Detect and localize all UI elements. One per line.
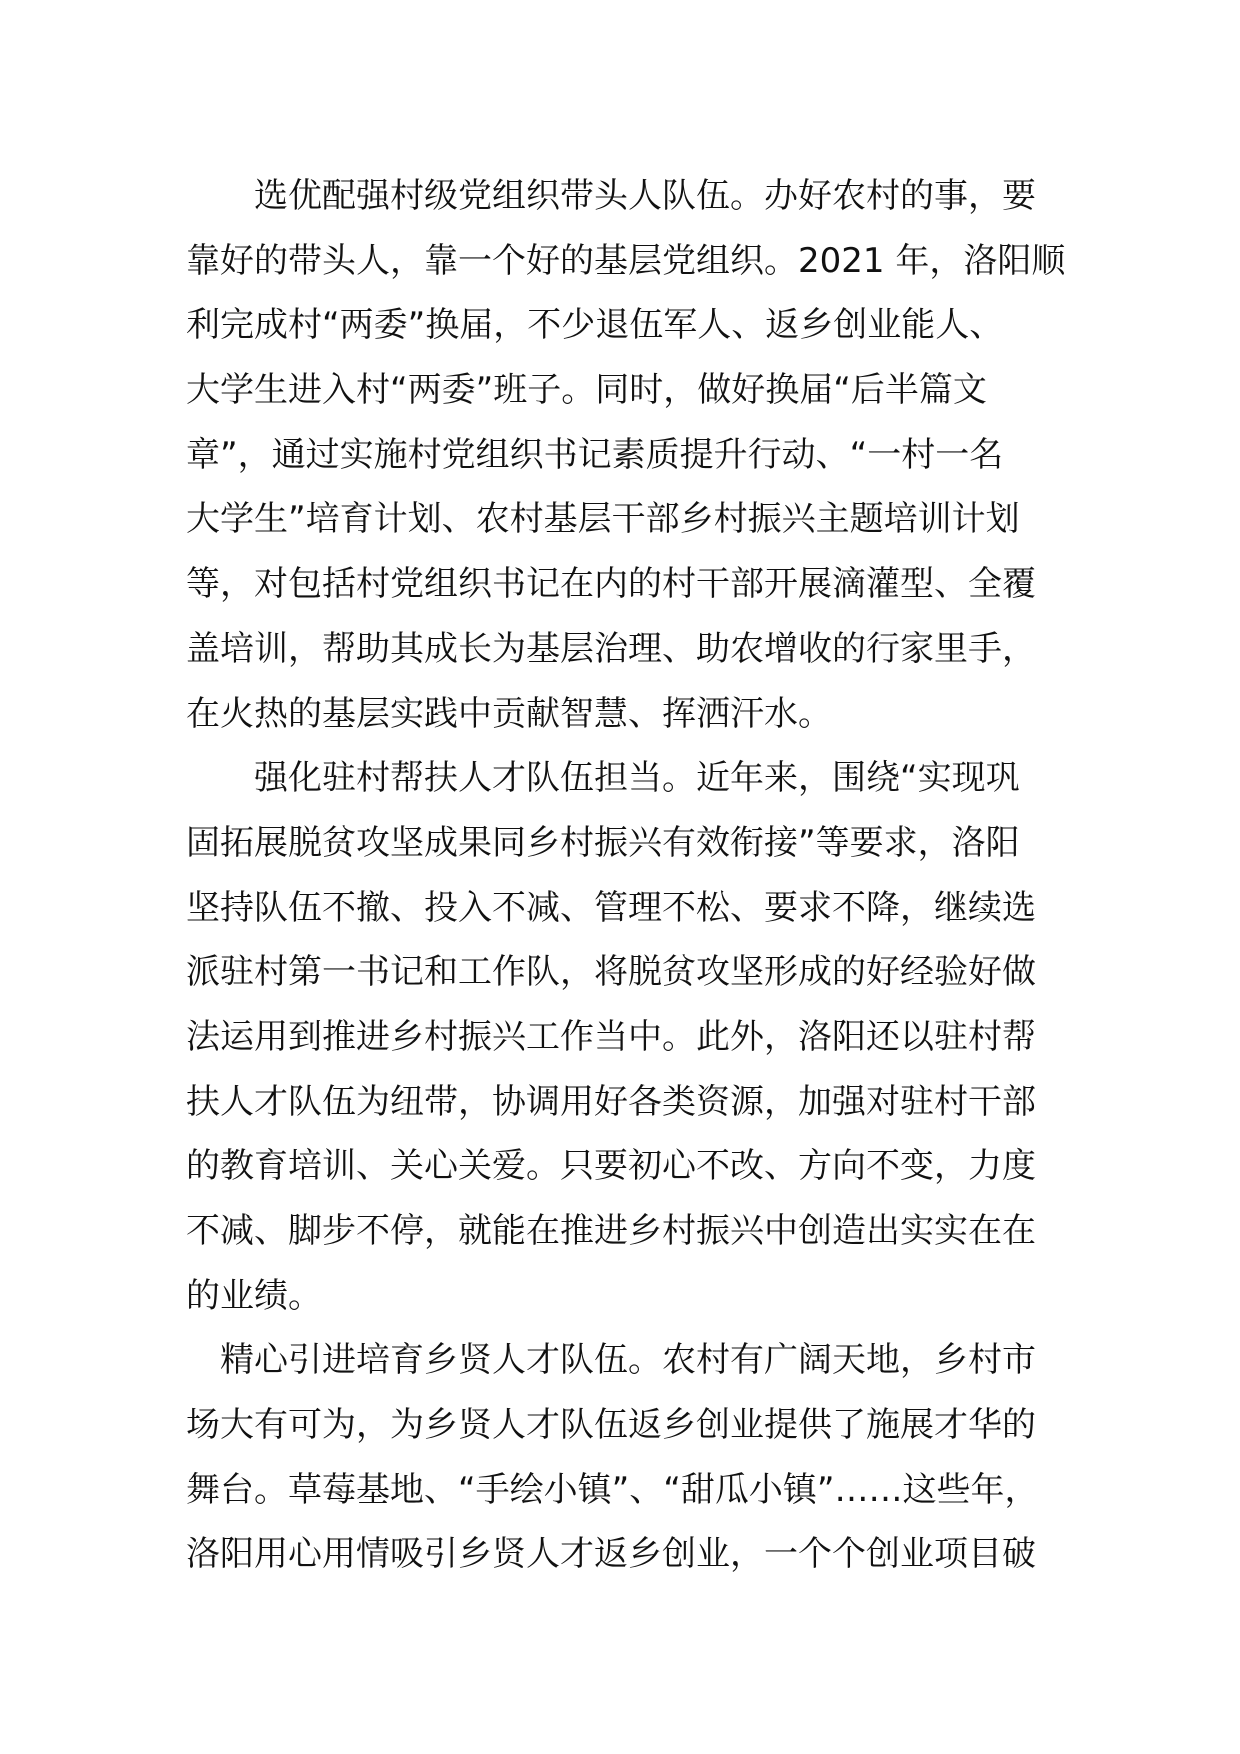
paragraph-1 xyxy=(186,164,1066,746)
text-line: 章”，通过实施村党组织书记素质提升行动、“一村一名 xyxy=(186,434,1004,475)
text-line: 的业绩。 xyxy=(186,1275,322,1316)
text-line: 扶人才队伍为纽带，协调用好各类资源，加强对驻村干部 xyxy=(186,1081,1036,1122)
text-line: 洛阳用心用情吸引乡贤人才返乡创业，一个个创业项目破 xyxy=(186,1534,1036,1575)
text-line: 等，对包括村党组织书记在内的村干部开展滴灌型、全覆 xyxy=(186,564,1036,605)
document-body xyxy=(186,164,1066,1587)
paragraph-3 xyxy=(186,1328,1066,1587)
text-line: 舞台。草莓基地、“手绘小镇”、“甜瓜小镇”……这些年， xyxy=(186,1469,1039,1510)
text-line: 固拓展脱贫攻坚成果同乡村振兴有效衔接”等要求，洛阳 xyxy=(186,822,1020,863)
text-line: 大学生进入村“两委”班子。同时，做好换届“后半篇文 xyxy=(186,370,987,411)
text-line: 精心引进培育乡贤人才队伍。农村有广阔天地，乡村市 xyxy=(220,1340,1036,1381)
text-line: 靠好的带头人，靠一个好的基层党组织。2021 年，洛阳顺 xyxy=(186,240,1066,281)
text-line: 在火热的基层实践中贡献智慧、挥洒汗水。 xyxy=(186,693,832,734)
text-line: 坚持队伍不撤、投入不减、管理不松、要求不降，继续选 xyxy=(186,887,1036,928)
text-line: 不减、脚步不停，就能在推进乡村振兴中创造出实实在在 xyxy=(186,1211,1036,1251)
text-line: 法运用到推进乡村振兴工作当中。此外，洛阳还以驻村帮 xyxy=(186,1016,1036,1057)
text-line: 强化驻村帮扶人才队伍担当。近年来，围绕“实现巩 xyxy=(254,758,1020,799)
text-line: 利完成村“两委”换届，不少退伍军人、返乡创业能人、 xyxy=(186,305,1004,346)
text-line: 选优配强村级党组织带头人队伍。办好农村的事，要 xyxy=(254,176,1036,216)
text-line: 场大有可为，为乡贤人才队伍返乡创业提供了施展才华的 xyxy=(186,1405,1036,1446)
text-line: 派驻村第一书记和工作队，将脱贫攻坚形成的好经验好做 xyxy=(186,952,1036,993)
text-line: 盖培训，帮助其成长为基层治理、助农增收的行家里手， xyxy=(186,628,1036,669)
paragraph-2 xyxy=(186,746,1066,1328)
text-line: 的教育培训、关心关爱。只要初心不改、方向不变，力度 xyxy=(186,1146,1036,1187)
text-line: 大学生”培育计划、农村基层干部乡村振兴主题培训计划 xyxy=(186,499,1020,540)
